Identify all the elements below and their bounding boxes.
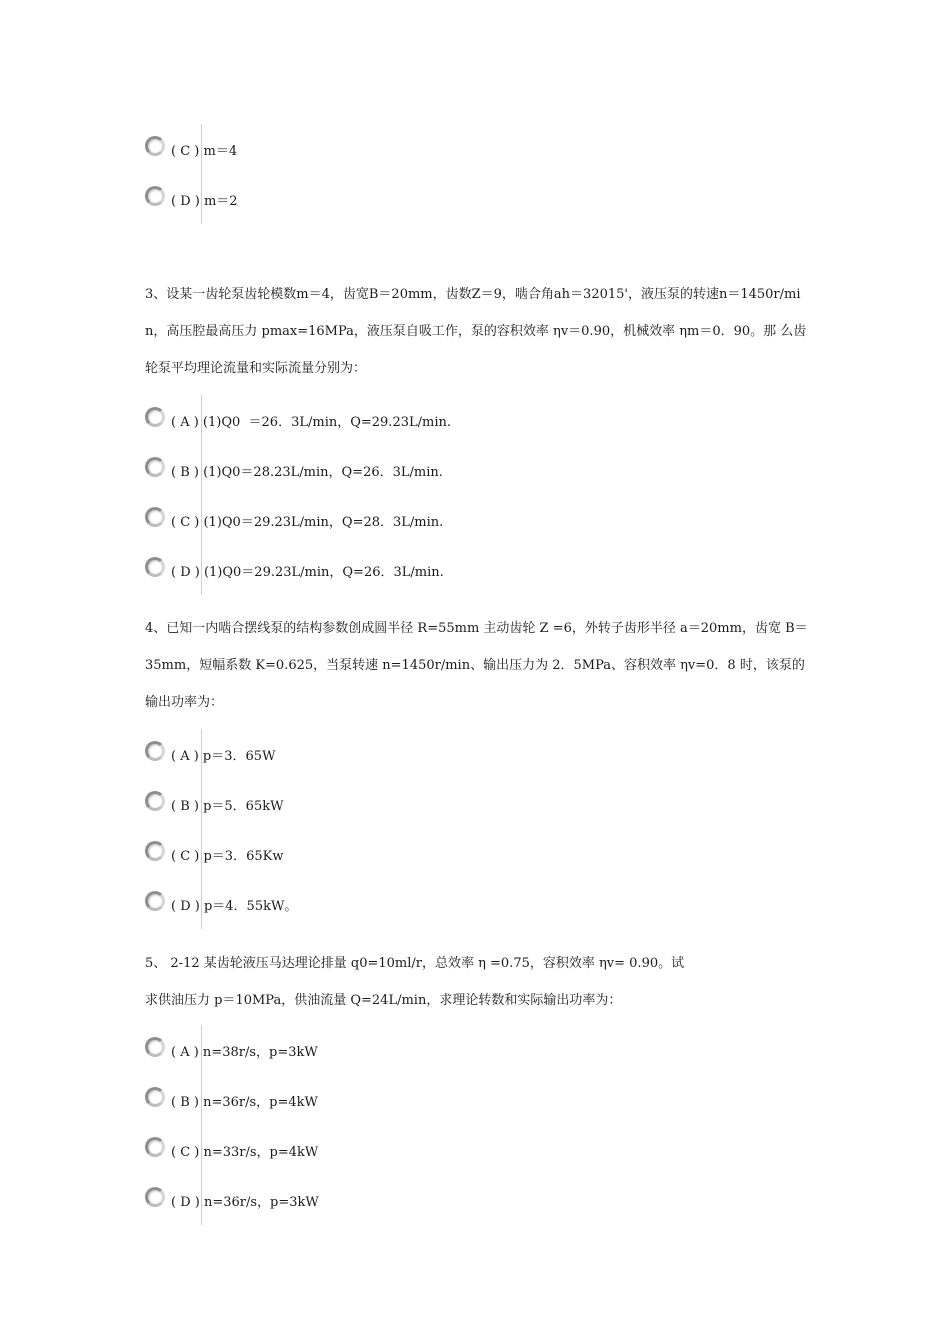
radio-button-icon[interactable] bbox=[145, 407, 165, 427]
radio-button-icon[interactable] bbox=[145, 557, 165, 577]
q3-question-text: 3、设某一齿轮泵齿轮模数m＝4，齿宽B＝20mm，齿数Z＝9，啮合角ah＝32015'，液压泵的转速n＝1450r/min，高压腔最高压力 pmax=16MPa，液压泵自吸工作，泵的容积效率 ηv＝0.90，机械效率 ηm＝0．90。那 么齿轮泵平均理论流量和实际流量分别为： bbox=[145, 287, 807, 376]
q5-option-a[interactable] bbox=[145, 1025, 845, 1075]
q3-option-a[interactable] bbox=[145, 395, 845, 445]
option-label: ( A ) (1)Q0 ＝26．3L/min，Q=29.23L/min. bbox=[171, 414, 451, 430]
radio-button-icon[interactable] bbox=[145, 741, 165, 761]
option-label: ( D ) m＝2 bbox=[171, 193, 238, 209]
radio-button-icon[interactable] bbox=[145, 891, 165, 911]
q3-option-c[interactable] bbox=[145, 495, 845, 545]
q2-options bbox=[145, 124, 845, 224]
q3-option-b[interactable] bbox=[145, 445, 845, 495]
q4-option-d[interactable] bbox=[145, 879, 845, 929]
q3-option-d[interactable] bbox=[145, 545, 845, 595]
q4-option-b[interactable] bbox=[145, 779, 845, 829]
option-label: ( D ) (1)Q0＝29.23L/min，Q=26．3L/min. bbox=[171, 564, 444, 580]
option-label: ( C ) (1)Q0＝29.23L/min，Q=28．3L/min. bbox=[171, 514, 444, 530]
option-label: ( D ) p＝4．55kW。 bbox=[171, 898, 298, 914]
q3-options bbox=[145, 395, 845, 595]
option-label: ( A ) n=38r/s，p=3kW bbox=[171, 1044, 318, 1060]
option-label: ( D ) n=36r/s，p=3kW bbox=[171, 1194, 319, 1210]
q5-option-d[interactable] bbox=[145, 1175, 845, 1225]
q5-question-line-2: 求供油压力 p＝10MPa，供油流量 Q=24L/min，求理论转数和实际输出功率为： bbox=[145, 993, 622, 1008]
q4-option-c[interactable] bbox=[145, 829, 845, 879]
option-label: ( C ) m＝4 bbox=[171, 143, 238, 159]
option-label: ( B ) n=36r/s，p=4kW bbox=[171, 1094, 318, 1110]
q2-option-d[interactable] bbox=[145, 174, 845, 224]
radio-button-icon[interactable] bbox=[145, 1087, 165, 1107]
radio-button-icon[interactable] bbox=[145, 1037, 165, 1057]
option-label: ( A ) p＝3．65W bbox=[171, 748, 276, 764]
q5-options bbox=[145, 1025, 845, 1225]
q5-question-line-1: 5、 2-12 某齿轮液压马达理论排量 q0=10ml/r，总效率 η =0.75，容积效率 ηv= 0.90。试 bbox=[145, 956, 685, 971]
q5-option-b[interactable] bbox=[145, 1075, 845, 1125]
radio-button-icon[interactable] bbox=[145, 186, 165, 206]
q4-option-a[interactable] bbox=[145, 729, 845, 779]
option-label: ( C ) n=33r/s，p=4kW bbox=[171, 1144, 319, 1160]
q4-question-text: 4、已知一内啮合摆线泵的结构参数创成圆半径 R=55mm 主动齿轮 Z =6，外转子齿形半径 a＝20mm，齿宽 B＝35mm，短幅系数 K=0.625，当泵转速 n=1450r/min、输出压力为 2．5MPa、容积效率 ηv=0．8 时，该泵的输出功率为： bbox=[145, 621, 808, 710]
radio-button-icon[interactable] bbox=[145, 791, 165, 811]
option-label: ( B ) p＝5．65kW bbox=[171, 798, 284, 814]
radio-button-icon[interactable] bbox=[145, 507, 165, 527]
q2-option-c[interactable] bbox=[145, 124, 845, 174]
radio-button-icon[interactable] bbox=[145, 457, 165, 477]
option-label: ( B ) (1)Q0＝28.23L/min，Q=26．3L/min. bbox=[171, 464, 443, 480]
option-label: ( C ) p＝3．65Kw bbox=[171, 848, 284, 864]
q4-options bbox=[145, 729, 845, 929]
radio-button-icon[interactable] bbox=[145, 1137, 165, 1157]
radio-button-icon[interactable] bbox=[145, 1187, 165, 1207]
radio-button-icon[interactable] bbox=[145, 136, 165, 156]
q5-option-c[interactable] bbox=[145, 1125, 845, 1175]
radio-button-icon[interactable] bbox=[145, 841, 165, 861]
